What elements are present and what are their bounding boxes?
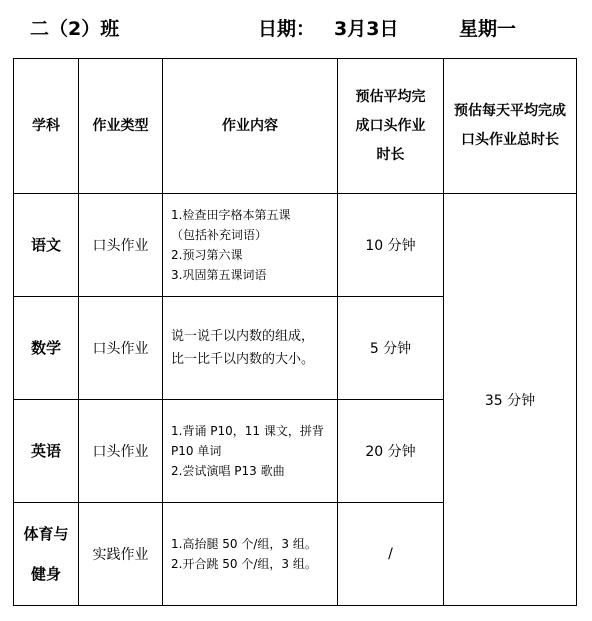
time-cell: / (338, 503, 444, 606)
subject-cell: 语文 (14, 194, 79, 297)
content-line: 1.检查田字格本第五课 (171, 208, 291, 222)
content-line: （包括补充词语） (171, 228, 268, 242)
time-cell: 10 分钟 (338, 194, 444, 297)
type-cell: 口头作业 (79, 194, 163, 297)
col-header-content: 作业内容 (163, 59, 338, 194)
col-header-avg-time-line: 预估平均完 (355, 88, 426, 105)
time-cell: 20 分钟 (338, 400, 444, 503)
content-cell (163, 503, 338, 606)
date-label: 日期： (258, 18, 316, 40)
content-cell (163, 297, 338, 400)
col-header-total-line: 口头作业总时长 (461, 132, 559, 148)
content-line: P10 单词 (171, 444, 222, 458)
page-header (0, 14, 592, 42)
subject-cell: 英语 (14, 400, 79, 503)
col-header-avg-time-line: 成口头作业 (355, 117, 426, 134)
type-cell: 口头作业 (79, 400, 163, 503)
type-cell: 实践作业 (79, 503, 163, 606)
homework-table (13, 58, 577, 606)
content-cell (163, 194, 338, 297)
content-line: 2.开合跳 50 个/组，3 组。 (171, 557, 317, 571)
subject-line: 体育与 (23, 525, 69, 543)
content-line: 说一说千以内数的组成， (171, 329, 315, 344)
weekday: 星期一 (459, 18, 517, 40)
content-cell (163, 400, 338, 503)
class-name: 二（2）班 (30, 18, 120, 40)
subject-line: 健身 (30, 565, 61, 583)
total-time-cell: 35 分钟 (444, 194, 577, 606)
col-header-avg-time-line: 时长 (376, 146, 405, 163)
col-header-subject: 学科 (14, 59, 79, 194)
date-value: 3月3日 (334, 18, 399, 40)
content-line: 1.高抬腿 50 个/组，3 组。 (171, 537, 317, 551)
col-header-type: 作业类型 (79, 59, 163, 194)
subject-cell (14, 503, 79, 606)
content-line: 3.巩固第五课词语 (171, 268, 267, 282)
table-row (14, 194, 577, 297)
subject-cell: 数学 (14, 297, 79, 400)
time-cell: 5 分钟 (338, 297, 444, 400)
col-header-total-time (444, 59, 577, 194)
content-line: 2.预习第六课 (171, 248, 243, 262)
type-cell: 口头作业 (79, 297, 163, 400)
content-line: 2.尝试演唱 P13 歌曲 (171, 464, 285, 478)
col-header-avg-time (338, 59, 444, 194)
table-header-row (14, 59, 577, 194)
content-line: 1.背诵 P10，11 课文，拼背 (171, 424, 324, 438)
content-line: 比一比千以内数的大小。 (171, 352, 315, 367)
col-header-total-line: 预估每天平均完成 (454, 103, 566, 119)
